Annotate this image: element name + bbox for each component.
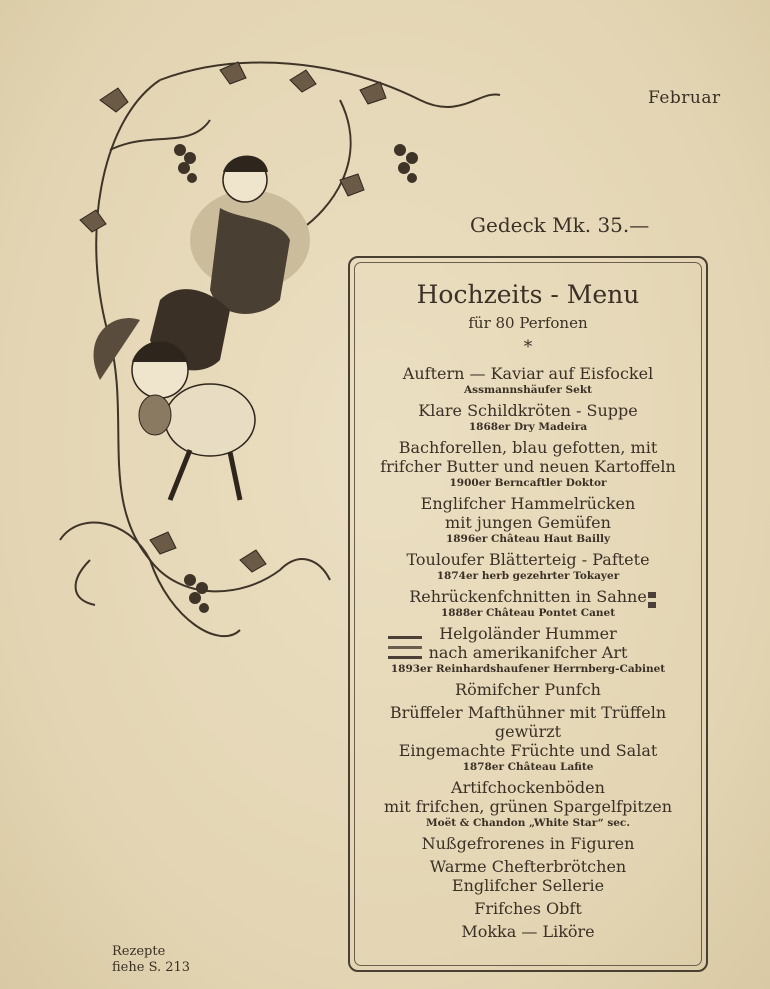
- dish-line: Rehrückenfchnitten in Sahne: [409, 587, 647, 606]
- course-5: [356, 550, 700, 583]
- dish-line: frifcher Butter und neuen Kartoffeln: [380, 457, 676, 476]
- dish-line: Nußgefrorenes in Figuren: [421, 834, 635, 853]
- course-14: [356, 922, 700, 941]
- course-9: [356, 703, 700, 774]
- wine-line: Moët & Chandon „White Star“ sec.: [426, 817, 630, 829]
- dish-line: Eingemachte Früchte und Salat: [398, 741, 658, 760]
- course-12: [356, 857, 700, 895]
- wine-line: 1900er Berncaftler Doktor: [449, 477, 607, 489]
- dish-line: Mokka — Liköre: [461, 922, 595, 941]
- course-7: [356, 624, 700, 676]
- month-label: Februar: [648, 88, 721, 108]
- menu-subtitle: für 80 Perfonen: [468, 314, 588, 332]
- dish-line: Englifcher Hammelrücken: [420, 494, 636, 513]
- menu-card: [356, 278, 700, 941]
- dish-line: Englifcher Sellerie: [451, 876, 605, 895]
- wine-line: 1888er Château Pontet Canet: [440, 607, 616, 619]
- cover-price: Gedeck Mk. 35.—: [470, 213, 650, 237]
- wine-line: 1896er Château Haut Bailly: [445, 533, 611, 545]
- course-10: [356, 778, 700, 830]
- wine-line: 1868er Dry Madeira: [468, 421, 588, 433]
- dish-line: Auftern — Kaviar auf Eisfockel: [402, 364, 654, 383]
- recipes-line-2: fiehe S. 213: [112, 960, 191, 975]
- dish-line: Helgoländer Hummer: [439, 624, 617, 643]
- dish-line: nach amerikanifcher Art: [428, 643, 628, 662]
- dish-line: mit jungen Gemüfen: [445, 513, 611, 532]
- wine-line: 1878er Château Lafite: [462, 761, 594, 773]
- course-2: [356, 401, 700, 434]
- dish-line: Frifches Obft: [474, 899, 582, 918]
- course-13: [356, 899, 700, 918]
- dish-line: Warme Chefterbrötchen: [429, 857, 627, 876]
- course-1: [356, 364, 700, 397]
- dish-line: Touloufer Blätterteig - Paftete: [406, 550, 650, 569]
- dish-line: Klare Schildkröten - Suppe: [418, 401, 638, 420]
- dish-line: Brüffeler Mafthühner mit Trüffeln: [389, 703, 667, 722]
- dish-line: mit frifchen, grünen Spargelfpitzen: [383, 797, 673, 816]
- course-8: [356, 680, 700, 699]
- course-4: [356, 494, 700, 546]
- dish-line: Artifchockenböden: [451, 778, 605, 797]
- course-3: [356, 438, 700, 490]
- menu-title: Hochzeits - Menu: [416, 280, 640, 309]
- ornament-star: *: [523, 337, 533, 357]
- recipes-note: [112, 944, 190, 976]
- dish-line: Bachforellen, blau gefotten, mit: [398, 438, 658, 457]
- wine-line: 1874er herb gezehrter Tokayer: [436, 570, 620, 582]
- course-11: [356, 834, 700, 853]
- dish-line: Römifcher Punfch: [455, 680, 601, 699]
- recipes-line-1: Rezepte: [112, 944, 166, 959]
- wine-line: Assmannshäufer Sekt: [464, 384, 592, 396]
- wine-line: 1893er Reinhardshaufener Herrnberg-Cabinet: [390, 663, 666, 675]
- dish-line: gewürzt: [494, 722, 562, 741]
